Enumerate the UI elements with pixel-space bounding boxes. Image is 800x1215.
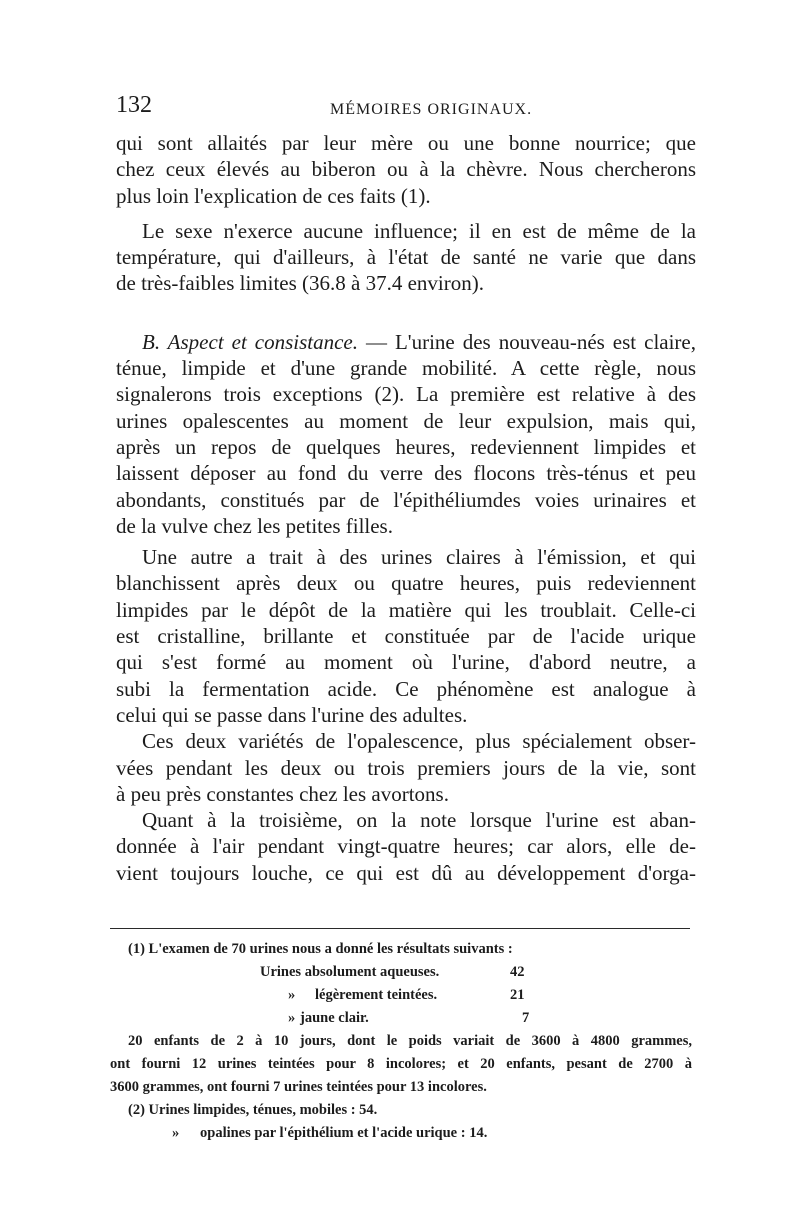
ditto-mark: » xyxy=(288,987,296,1003)
text-line: vient toujours louche, ce qui est dû au développement d'orga- xyxy=(116,860,696,885)
text-line: de très-faibles limites (36.8 à 37.4 environ). xyxy=(116,271,484,296)
table-label: légèrement teintées. xyxy=(315,987,438,1003)
text-line: plus loin l'explication de ces faits (1). xyxy=(116,183,431,208)
ditto-mark: » xyxy=(288,1010,296,1026)
footnote-2-text: opalines par l'épithélium et l'acide urique : 14. xyxy=(200,1125,488,1141)
footnote-2-line-2 xyxy=(110,1122,692,1145)
text-line: urines opalescentes au moment de leur expulsion, mais qui, xyxy=(116,408,696,433)
text-line: chez ceux élevés au biberon ou à la chèvre. Nous chercherons xyxy=(116,157,696,182)
table-value: 21 xyxy=(510,987,525,1003)
text-line xyxy=(116,329,696,355)
text-line: Quant à la troisième, on la note lorsque l'urine est aban- xyxy=(142,808,696,833)
ditto-mark: » xyxy=(172,1125,180,1141)
paragraph-4 xyxy=(116,544,696,728)
text-line: qui sont allaités par leur mère ou une bonne nourrice; que xyxy=(116,131,696,155)
text-line: signalerons trois exceptions (2). La première est relative à des xyxy=(116,382,696,407)
text-line: blanchissent après deux ou quatre heures, puis redeviennent xyxy=(116,571,696,596)
footnote-1-intro: (1) L'examen de 70 urines nous a donné les résultats suivants : xyxy=(128,941,513,957)
text-line: celui qui se passe dans l'urine des adultes. xyxy=(116,702,468,727)
text-line: 20 enfants de 2 à 10 jours, dont le poids variait de 3600 à 4800 grammes, xyxy=(128,1033,692,1049)
text-line: abondants, constitués par de l'épithéliumdes voies urinaires et xyxy=(116,487,696,512)
footnote-table xyxy=(110,961,692,1030)
text-line: de la vulve chez les petites filles. xyxy=(116,513,393,538)
text-line: laissent déposer au fond du verre des flocons très-ténus et peu xyxy=(116,461,696,486)
footnote-rule xyxy=(110,928,690,929)
text-line: donnée à l'air pendant vingt-quatre heures; car alors, elle de- xyxy=(116,834,696,859)
text-line: ténue, limpide et d'une grande mobilité. A cette règle, nous xyxy=(116,356,696,381)
table-value: 42 xyxy=(510,964,525,980)
text-line: subi la fermentation acide. Ce phénomène est analogue à xyxy=(116,676,696,701)
footnote-2-line-1: (2) Urines limpides, ténues, mobiles : 54. xyxy=(128,1102,378,1118)
paragraph-1 xyxy=(116,130,696,209)
paragraph-2 xyxy=(116,218,696,297)
text-line: après un repos de quelques heures, redeviennent limpides et xyxy=(116,434,696,459)
table-row xyxy=(110,984,692,1007)
paragraph-5 xyxy=(116,728,696,807)
paragraph-3 xyxy=(116,329,696,539)
text-line: température, qui d'ailleurs, à l'état de santé ne varie que dans xyxy=(116,245,696,270)
body-text xyxy=(116,130,696,886)
page-number: 132 xyxy=(116,92,152,118)
text-line: ont fourni 12 urines teintées pour 8 incolores; et 20 enfants, pesant de 2700 à xyxy=(110,1056,692,1072)
running-head: MÉMOIRES ORIGINAUX. xyxy=(330,101,533,118)
text-line: vées pendant les deux ou trois premiers jours de la vie, sont xyxy=(116,755,696,780)
text-line: 3600 grammes, ont fourni 7 urines teintées pour 13 incolores. xyxy=(110,1079,487,1095)
text-line: qui s'est formé au moment où l'urine, d'abord neutre, a xyxy=(116,650,696,675)
section-title-rest: — L'urine des nouveau-nés est claire, xyxy=(358,329,696,354)
text-line: est cristalline, brillante et constituée par de l'acide urique xyxy=(116,624,696,649)
footnotes xyxy=(110,938,692,1145)
paragraph-6 xyxy=(116,807,696,886)
section-title: B. Aspect et consistance. xyxy=(142,329,359,354)
table-value: 7 xyxy=(522,1010,530,1026)
text-line: à peu près constantes chez les avortons. xyxy=(116,781,449,806)
text-line: Le sexe n'exerce aucune influence; il en est de même de la xyxy=(142,218,696,243)
table-label: jaune clair. xyxy=(300,1010,369,1026)
footnote-1-text xyxy=(110,1030,692,1099)
text-line: Une autre a trait à des urines claires à l'émission, et qui xyxy=(142,545,696,570)
table-label: Urines absolument aqueuses. xyxy=(260,964,440,980)
text-line: limpides par le dépôt de la matière qui les troublait. Celle-ci xyxy=(116,597,696,622)
text-line: Ces deux variétés de l'opalescence, plus spécialement obser- xyxy=(142,729,696,754)
table-row xyxy=(110,961,692,984)
table-row xyxy=(110,1007,692,1030)
